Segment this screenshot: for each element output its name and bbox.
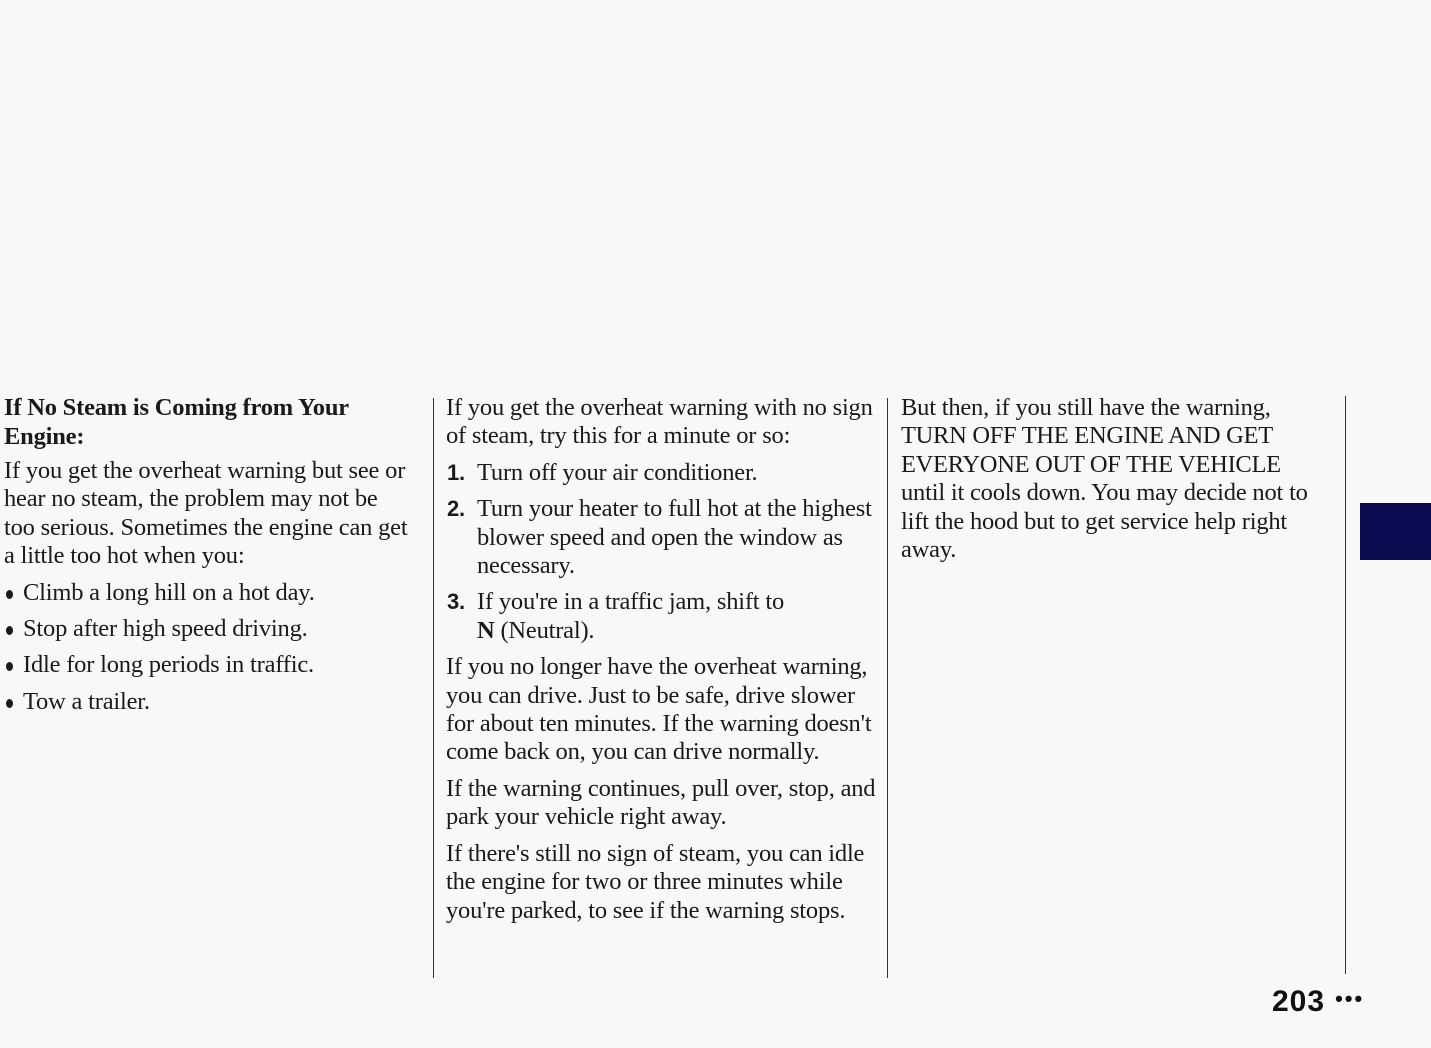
warning-caps-line-2: EVERYONE OUT OF THE VEHICLE (901, 450, 1281, 478)
warning-lead: But then, if you still have the warning, (901, 394, 1271, 421)
page-edge-rule (1345, 396, 1346, 974)
gear-name: (Neutral). (500, 616, 595, 644)
warning-paragraph (901, 394, 1331, 564)
page-number: 203 (1272, 985, 1326, 1018)
step-text: If you're in a traffic jam, shift to (477, 588, 784, 616)
step-text: Turn off your air conditioner. (477, 458, 758, 486)
steps-list (446, 459, 886, 645)
column-divider (887, 398, 888, 978)
step-number: 1. (447, 459, 465, 485)
page-footer (1272, 985, 1364, 1019)
heading-line-2: Engine: (4, 422, 85, 450)
step-number: 3. (447, 589, 465, 615)
column-divider (433, 398, 434, 978)
column-right (901, 394, 1331, 572)
step-text: Turn your heater to full hot at the highest blower speed and open the window as necessary. (477, 495, 872, 580)
list-item: Idle for long periods in traffic. (4, 651, 409, 679)
step-item (446, 495, 886, 580)
list-item: Climb a long hill on a hot day. (4, 579, 409, 607)
gear-letter: N (477, 616, 495, 644)
step-item (446, 588, 886, 645)
intro-paragraph: If you get the overheat warning but see or hear no steam, the problem may not be too serious. Sometimes the engine can get a little too hot when you: (4, 457, 408, 570)
step-item (446, 459, 886, 487)
step-number: 2. (447, 496, 465, 522)
list-item: Tow a trailer. (4, 688, 409, 716)
section-heading (4, 394, 409, 451)
column-middle (446, 394, 886, 933)
section-tab-marker (1360, 503, 1431, 560)
steps-intro: If you get the overheat warning with no sign of steam, try this for a minute or so: (446, 394, 873, 450)
paragraph: If there's still no sign of steam, you can idle the engine for two or three minutes while you're parked, to see if the warning stops. (446, 839, 865, 924)
list-item: Stop after high speed driving. (4, 615, 409, 643)
column-left (4, 394, 409, 724)
warning-caps-line-1: TURN OFF THE ENGINE AND GET (901, 422, 1273, 450)
paragraph: If the warning continues, pull over, stop, and park your vehicle right away. (446, 774, 876, 831)
warning-rest: until it cools down. You may decide not to lift the hood but to get service help right away. (901, 479, 1308, 564)
page-dots: ••• (1335, 986, 1365, 1011)
condition-list (4, 579, 409, 717)
heading-line-1: If No Steam is Coming from Your (4, 394, 349, 421)
paragraph: If you no longer have the overheat warning, you can drive. Just to be safe, drive slower for about ten minutes. If the warning doesn't come back on, you can drive normally. (446, 653, 872, 766)
